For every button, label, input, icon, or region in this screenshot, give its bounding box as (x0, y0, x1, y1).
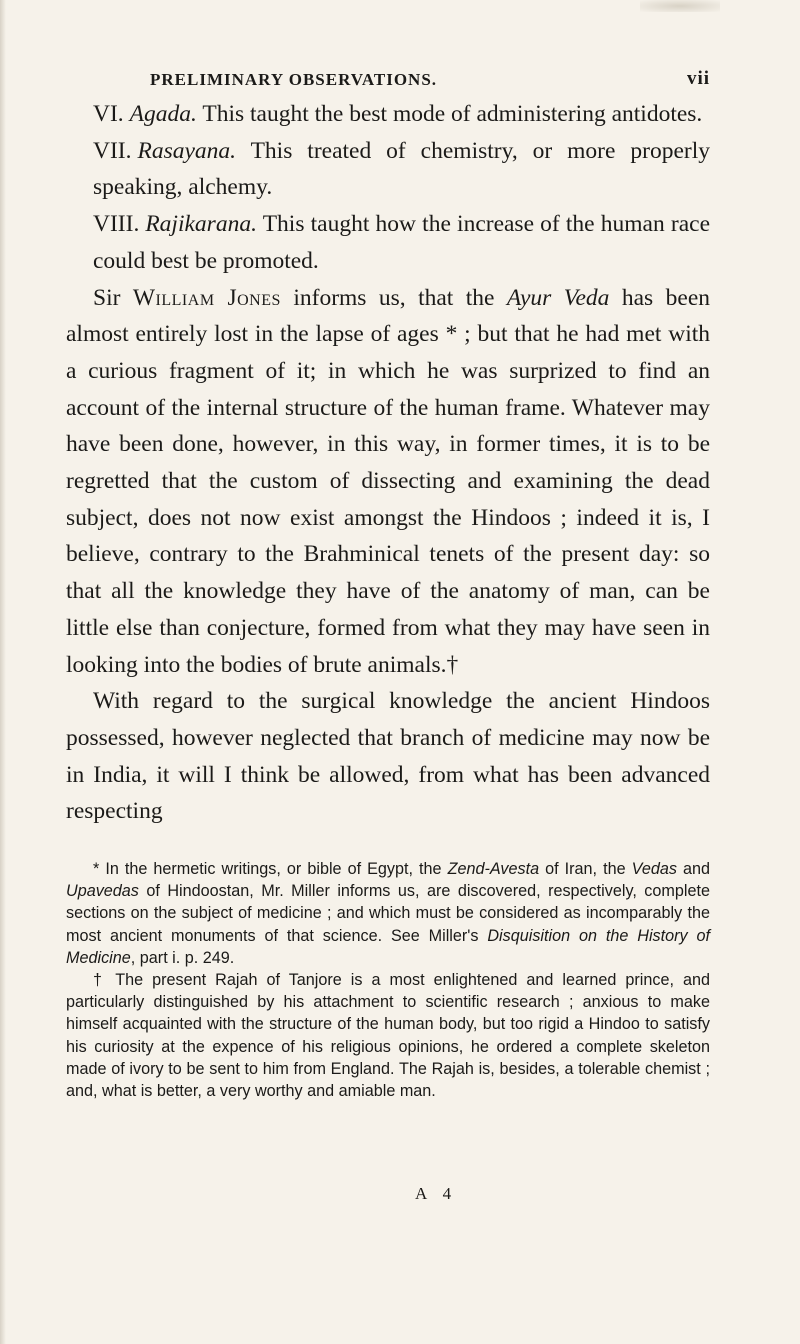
page-header (150, 70, 710, 94)
running-head: PRELIMINARY OBSERVATIONS. (150, 70, 438, 89)
paragraph-ayur-veda (66, 280, 710, 684)
text-run: Sir (93, 284, 133, 311)
text-run: and (676, 860, 710, 878)
entry-title: Agada. (129, 101, 197, 127)
text-run: , part i. p. 249. (130, 948, 235, 967)
footnotes (66, 858, 710, 1102)
paper-stain (640, 0, 720, 12)
person-name: William Jones (132, 284, 281, 311)
book-title: Vedas (631, 860, 677, 878)
entry-title: Rajikarana. (145, 211, 257, 238)
entry-text: This treated of chemistry, or more properly speaking, alchemy. (93, 137, 710, 201)
entry-number: VIII. (93, 211, 140, 238)
text-run: informs us, that the (280, 284, 507, 311)
entry-rasayana (66, 133, 710, 206)
entry-text: This taught how the increase of the human race could best be promoted. (93, 211, 711, 274)
book-title: Upavedas (66, 882, 139, 901)
text-run: * In the hermetic writings, or bible of Egypt, the (93, 860, 448, 878)
text-run: of Iran, the (539, 860, 632, 878)
signature-mark: A 4 (415, 1184, 458, 1203)
footnote-1 (66, 858, 710, 969)
book-title: Zend-Avesta (447, 860, 540, 878)
paragraph-surgical: With regard to the surgical knowledge the ancient Hindoos possessed, however neglected that branch of medicine may now be in India, it will I think be allowed, from what has been advanced respecting (66, 688, 710, 825)
entry-number: VI. (93, 101, 124, 127)
entry-title: Rasayana. (137, 137, 237, 164)
text-run: of Hindoostan, Mr. Miller informs us, are discovered, respectively, complete sections on the subject of medicine ; and which must be considered as incomparably the most ancient monuments of that science. See Miller's (66, 882, 710, 945)
entry-agada (66, 96, 710, 133)
book-title: Disquisition on the History of Medicine (66, 926, 710, 967)
main-text (66, 96, 710, 830)
entry-text: This taught the best mode of administering antidotes. (202, 101, 703, 127)
entry-rajikarana (66, 206, 710, 279)
entry-number: VII. (93, 137, 132, 164)
page-edge-shadow (0, 0, 6, 1344)
text-run: has been almost entirely lost in the lapse of ages * ; but that he had met with a curious fragment of it; in which he was surprized to find an account of the internal structure of the human frame. Whatever may have been done, however, in this way, in former times, it is to be regretted that the custom of dissecting and examining the dead subject, does not now exist amongst the Hindoos ; indeed it is, I believe, contrary to the Brahminical tenets of the present day: so that all the knowledge they have of the anatomy of man, can be little else than conjecture, formed from what they may have seen in looking into the bodies of brute animals.† (66, 284, 710, 678)
book-title: Ayur Veda (506, 284, 610, 311)
footnote-2: † The present Rajah of Tanjore is a most enlightened and learned prince, and particularly distinguished by his attachment to scientific research ; anxious to make himself acquainted with the structure of the human body, but too rigid a Hindoo to satisfy his curiosity at the expence of his religious opinions, he ordered a complete skeleton made of ivory to be sent to him from England. The Rajah is, besides, a tolerable chemist ; and, what is better, a very worthy and amiable man. (66, 971, 710, 1101)
page-number: vii (686, 68, 710, 89)
